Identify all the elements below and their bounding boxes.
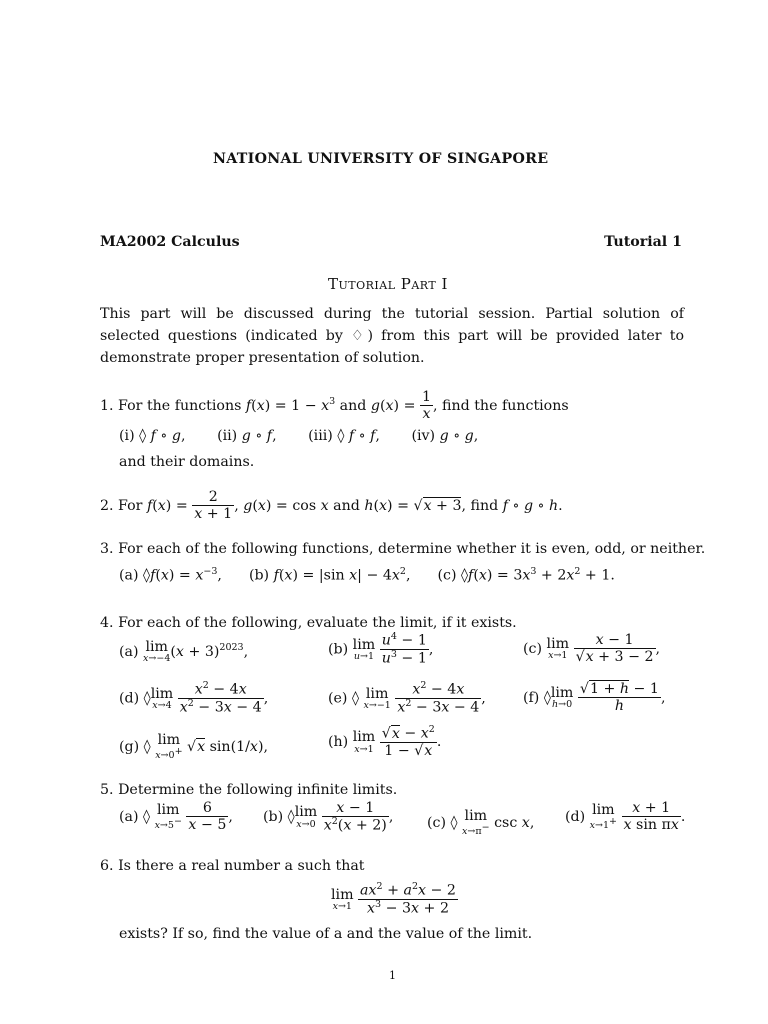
q5-part-a: (a) ◊ lim x→5− $\frac{6}{x - 5}$ ,	[119, 800, 233, 834]
q5-part-b: (b) ◊ lim x→0 $\frac{x - 1}{x^2(x + 2)}$ ,	[263, 800, 394, 835]
question-3-parts: (a) ◊f(x) = $x^{-3}$, (b) f(x) = |sin $x| - 4x^2$, (c) ◊f(x) = $3x^3 + 2x^2 + 1$.	[119, 566, 615, 584]
question-number: 1.	[100, 397, 114, 414]
intro-paragraph: This part will be discussed during the tutorial session. Partial solution of selected questions (indicated by ♢) from this part will be provided later to demonstrate proper presentation of solution.	[100, 306, 684, 366]
q6-limit-expression: lim x→1 $\frac{ax^2 + a^2x - 2}{x^3 - 3x + 2}$	[331, 881, 456, 917]
question-4: 4. For each of the following, evaluate the limit, if it exists.	[100, 615, 517, 631]
part-title: Tutorial Part I	[328, 275, 448, 293]
q4-part-h: (h) lim x→1 $\frac{√x - x^2}{1 - √x}$ .	[328, 724, 442, 760]
question-1-tail: and their domains.	[119, 454, 255, 470]
q4-part-d: (d) ◊ lim x→4 $\frac{x^2 - 4x}{x^2 - 3x - 4}$ ,	[119, 680, 269, 716]
tutorial-label: Tutorial 1	[604, 234, 682, 250]
q4-part-f: (f) ◊ lim h→0 $\frac{√1 + h - 1}{h}$ ,	[523, 681, 666, 715]
question-2: 2. For f(x) = $\frac{2}{x + 1}$ , g(x) = cos x and h(x) = √x + 3, find f ∘ g ∘ h.	[100, 489, 563, 523]
university-title: NATIONAL UNIVERSITY OF SINGAPORE	[213, 151, 549, 167]
q4-part-a: (a) lim x→−4 $(x + 3)^{2023}$,	[119, 639, 249, 665]
course-code: MA2002 Calculus	[100, 234, 240, 250]
q4-part-e: (e) ◊ lim x→−1 $\frac{x^2 - 4x}{x^2 - 3x - 4}$ ,	[328, 680, 486, 716]
question-5: 5. Determine the following infinite limits.	[100, 782, 398, 798]
q5-part-c: (c) ◊ lim x→π− csc x,	[427, 808, 535, 838]
question-1-parts: (i) ◊ f ∘ g, (ii) g ∘ f, (iii) ◊ f ∘ f, (iv) g ∘ g,	[119, 428, 479, 444]
question-6: 6. Is there a real number a such that	[100, 858, 365, 874]
q4-part-c: (c) lim x→1 $\frac{x - 1}{√x + 3 - 2}$ ,	[523, 632, 661, 666]
question-6-tail: exists? If so, find the value of a and the value of the limit.	[119, 926, 533, 942]
q5-part-d: (d) lim x→1+ $\frac{x + 1}{\text{x sin πx}}$ .	[565, 800, 686, 834]
question-3: 3. For each of the following functions, determine whether it is even, odd, or neither.	[100, 541, 706, 557]
question-1: 1. For the functions $f(x) = 1 - x^3$ and g(x) = $\frac{1}{x}$ , find the functions	[100, 389, 569, 423]
page-number: 1	[389, 969, 396, 982]
q4-part-g: (g) ◊ lim x→0+ √x sin(1/x),	[119, 732, 268, 762]
q4-part-b: (b) lim u→1 $\frac{u^4 - 1}{u^3 - 1}$ ,	[328, 631, 434, 667]
